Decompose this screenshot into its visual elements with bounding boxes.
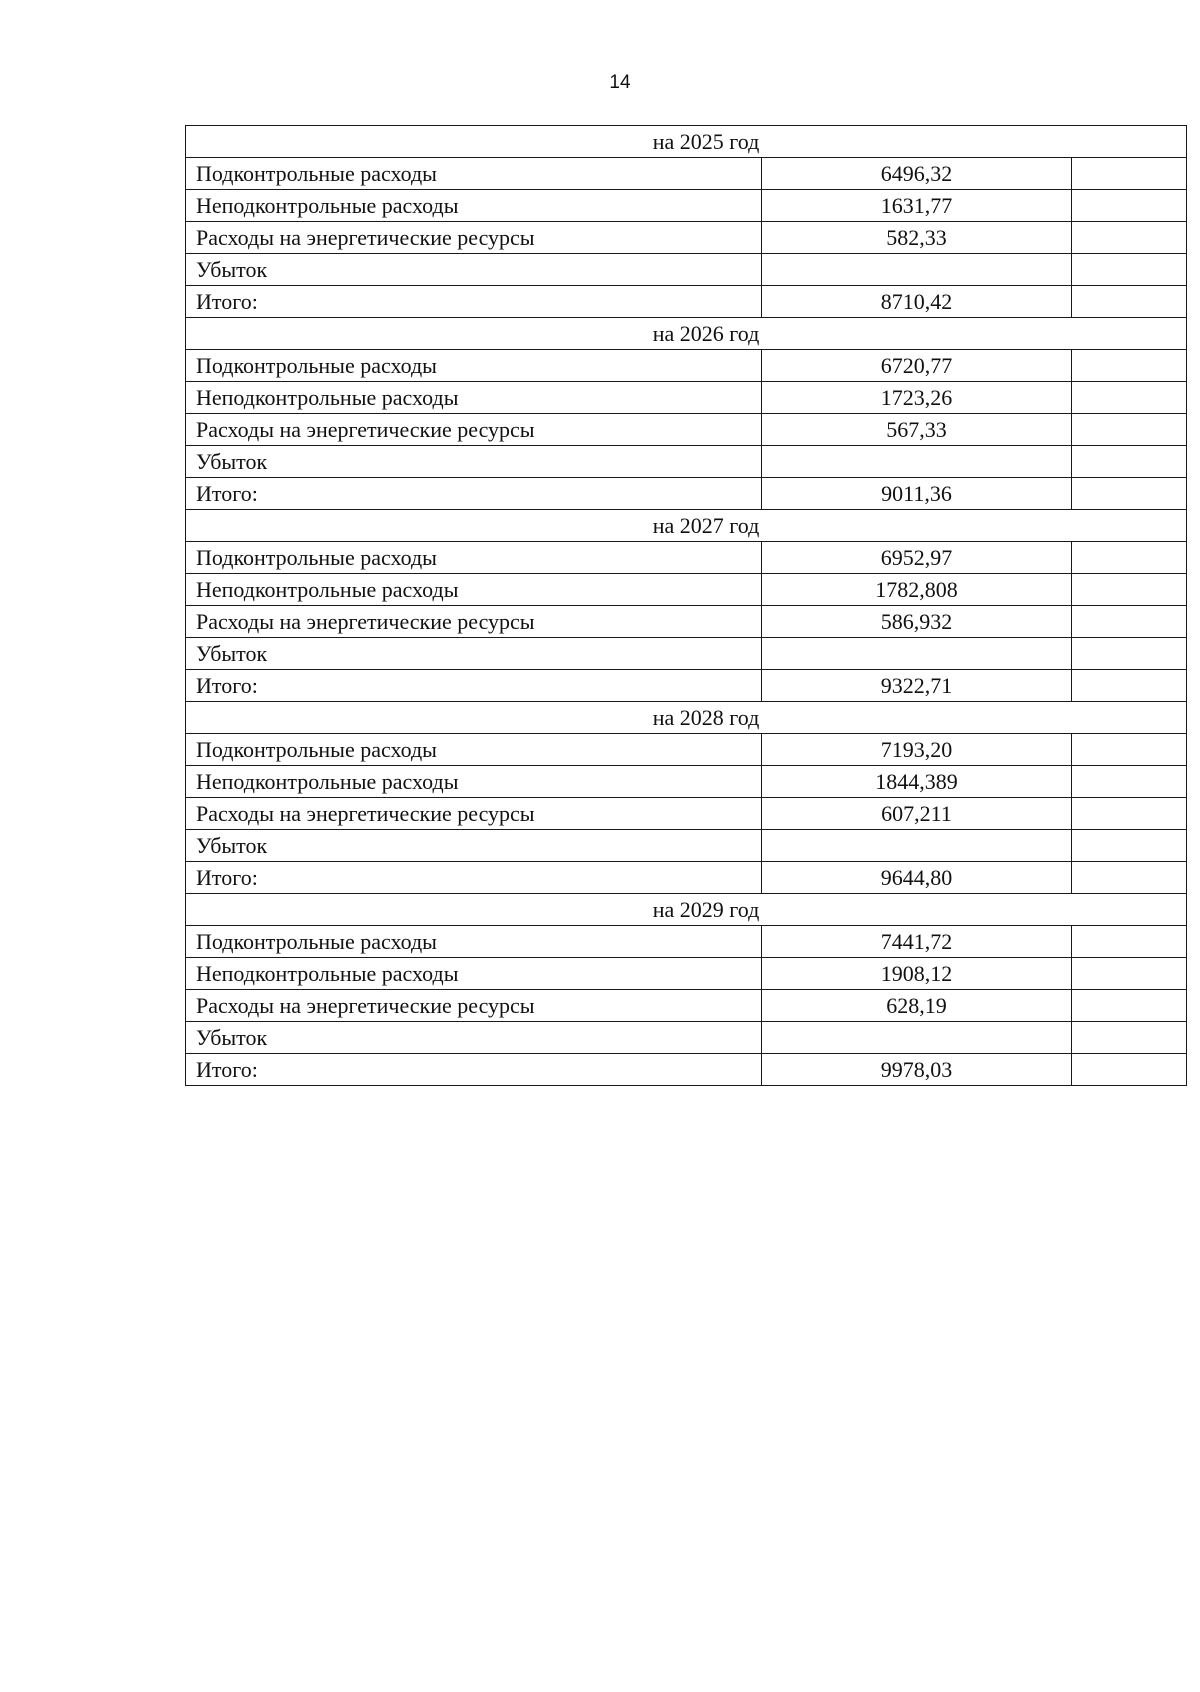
- empty-cell: [1072, 862, 1187, 894]
- row-label: Убыток: [186, 830, 762, 862]
- table-row: [186, 766, 1187, 798]
- row-label: Подконтрольные расходы: [186, 542, 762, 574]
- table-row: [186, 350, 1187, 382]
- row-value: 9322,71: [762, 670, 1072, 702]
- row-label: Итого:: [186, 1054, 762, 1086]
- row-label: Итого:: [186, 286, 762, 318]
- row-label: Расходы на энергетические ресурсы: [186, 990, 762, 1022]
- empty-cell: [1072, 446, 1187, 478]
- row-label: Убыток: [186, 254, 762, 286]
- row-value: 1844,389: [762, 766, 1072, 798]
- empty-cell: [1072, 414, 1187, 446]
- table-row: [186, 926, 1187, 958]
- row-label: Подконтрольные расходы: [186, 158, 762, 190]
- row-value: 9978,03: [762, 1054, 1072, 1086]
- row-value: 8710,42: [762, 286, 1072, 318]
- empty-cell: [1072, 190, 1187, 222]
- row-label: Расходы на энергетические ресурсы: [186, 798, 762, 830]
- row-label: Подконтрольные расходы: [186, 350, 762, 382]
- expenses-table-body: [186, 126, 1187, 1086]
- page-number: 14: [609, 72, 631, 93]
- row-value: [762, 638, 1072, 670]
- year-header: на 2025 год: [186, 126, 1187, 158]
- row-value: 1782,808: [762, 574, 1072, 606]
- year-header-row: [186, 510, 1187, 542]
- table-row: [186, 606, 1187, 638]
- row-value: 6952,97: [762, 542, 1072, 574]
- year-header-row: [186, 702, 1187, 734]
- row-label: Расходы на энергетические ресурсы: [186, 606, 762, 638]
- empty-cell: [1072, 286, 1187, 318]
- row-label: Неподконтрольные расходы: [186, 382, 762, 414]
- year-header-row: [186, 318, 1187, 350]
- row-value: [762, 254, 1072, 286]
- row-label: Убыток: [186, 446, 762, 478]
- empty-cell: [1072, 766, 1187, 798]
- year-header: на 2028 год: [186, 702, 1187, 734]
- empty-cell: [1072, 798, 1187, 830]
- table-row: [186, 638, 1187, 670]
- empty-cell: [1072, 254, 1187, 286]
- empty-cell: [1072, 1054, 1187, 1086]
- table-row: [186, 958, 1187, 990]
- table-row: [186, 222, 1187, 254]
- year-header-row: [186, 894, 1187, 926]
- table-row: [186, 1054, 1187, 1086]
- row-label: Подконтрольные расходы: [186, 926, 762, 958]
- table-row: [186, 574, 1187, 606]
- year-header-row: [186, 126, 1187, 158]
- row-value: 567,33: [762, 414, 1072, 446]
- row-value: 6496,32: [762, 158, 1072, 190]
- row-value: 7441,72: [762, 926, 1072, 958]
- row-label: Расходы на энергетические ресурсы: [186, 414, 762, 446]
- empty-cell: [1072, 542, 1187, 574]
- empty-cell: [1072, 606, 1187, 638]
- row-value: 1723,26: [762, 382, 1072, 414]
- empty-cell: [1072, 990, 1187, 1022]
- row-value: 9644,80: [762, 862, 1072, 894]
- empty-cell: [1072, 382, 1187, 414]
- row-value: 586,932: [762, 606, 1072, 638]
- row-label: Итого:: [186, 670, 762, 702]
- table-row: [186, 382, 1187, 414]
- table-row: [186, 478, 1187, 510]
- empty-cell: [1072, 350, 1187, 382]
- table-row: [186, 190, 1187, 222]
- row-label: Подконтрольные расходы: [186, 734, 762, 766]
- row-value: 607,211: [762, 798, 1072, 830]
- row-value: 1908,12: [762, 958, 1072, 990]
- row-value: 7193,20: [762, 734, 1072, 766]
- table-row: [186, 734, 1187, 766]
- table-row: [186, 446, 1187, 478]
- empty-cell: [1072, 1022, 1187, 1054]
- year-header: на 2029 год: [186, 894, 1187, 926]
- expenses-table: [185, 125, 1187, 1086]
- row-value: 1631,77: [762, 190, 1072, 222]
- row-label: Неподконтрольные расходы: [186, 190, 762, 222]
- table-row: [186, 798, 1187, 830]
- table-row: [186, 670, 1187, 702]
- table-row: [186, 158, 1187, 190]
- empty-cell: [1072, 478, 1187, 510]
- year-header: на 2026 год: [186, 318, 1187, 350]
- row-label: Неподконтрольные расходы: [186, 958, 762, 990]
- row-value: 6720,77: [762, 350, 1072, 382]
- row-value: 582,33: [762, 222, 1072, 254]
- row-label: Неподконтрольные расходы: [186, 766, 762, 798]
- table-row: [186, 830, 1187, 862]
- year-header: на 2027 год: [186, 510, 1187, 542]
- empty-cell: [1072, 830, 1187, 862]
- row-value: [762, 446, 1072, 478]
- empty-cell: [1072, 638, 1187, 670]
- empty-cell: [1072, 670, 1187, 702]
- row-value: 628,19: [762, 990, 1072, 1022]
- table-row: [186, 862, 1187, 894]
- table-row: [186, 286, 1187, 318]
- empty-cell: [1072, 734, 1187, 766]
- row-label: Итого:: [186, 478, 762, 510]
- row-label: Расходы на энергетические ресурсы: [186, 222, 762, 254]
- row-value: [762, 1022, 1072, 1054]
- row-label: Убыток: [186, 638, 762, 670]
- empty-cell: [1072, 222, 1187, 254]
- table-row: [186, 254, 1187, 286]
- empty-cell: [1072, 958, 1187, 990]
- table-row: [186, 1022, 1187, 1054]
- row-label: Неподконтрольные расходы: [186, 574, 762, 606]
- row-label: Итого:: [186, 862, 762, 894]
- table-row: [186, 414, 1187, 446]
- empty-cell: [1072, 158, 1187, 190]
- table-row: [186, 542, 1187, 574]
- table-row: [186, 990, 1187, 1022]
- row-label: Убыток: [186, 1022, 762, 1054]
- row-value: [762, 830, 1072, 862]
- empty-cell: [1072, 574, 1187, 606]
- empty-cell: [1072, 926, 1187, 958]
- row-value: 9011,36: [762, 478, 1072, 510]
